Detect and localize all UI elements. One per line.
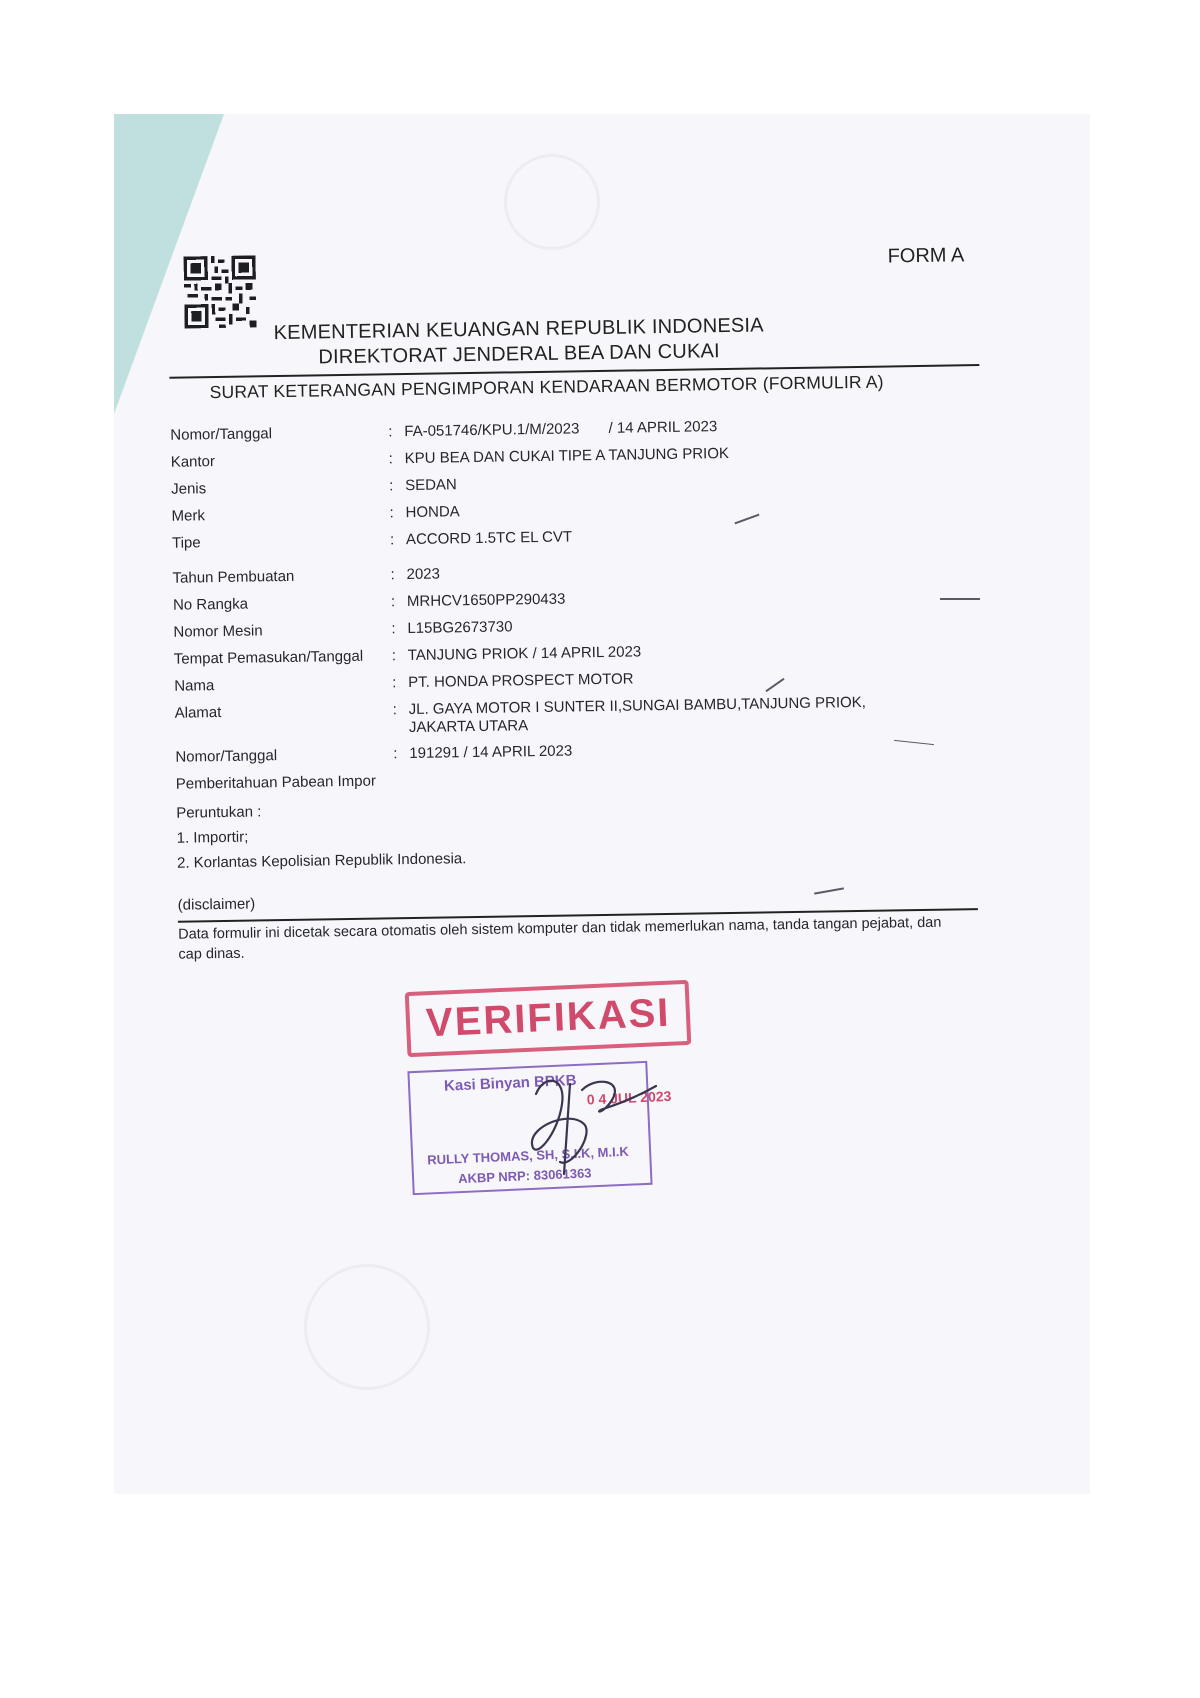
field-colon: :: [390, 566, 395, 584]
peruntukan-title: Peruntukan :: [176, 803, 262, 822]
field-colon: :: [389, 531, 395, 549]
field-value: SEDAN: [405, 476, 457, 495]
stamp-office: Kasi Binyan BPKB: [443, 1071, 577, 1095]
field-label: No Rangka: [172, 595, 249, 614]
field-colon: :: [391, 620, 396, 638]
field-colon: :: [391, 647, 397, 665]
field-colon: :: [390, 593, 396, 611]
field-value: 191291 / 14 APRIL 2023: [409, 742, 573, 763]
peruntukan-item: 2. Korlantas Kepolisian Republik Indonesia.: [176, 850, 467, 872]
field-value: FA-051746/KPU.1/M/2023 / 14 APRIL 2023: [404, 418, 718, 441]
ministry-heading: [209, 312, 830, 372]
ministry-line-2: DIREKTORAT JENDERAL BEA DAN CUKAI: [318, 340, 720, 369]
field-label-secondary: Pemberitahuan Pabean Impor: [175, 772, 377, 793]
field-value: MRHCV1650PP290433: [406, 590, 566, 611]
stamp-officer-name: RULLY THOMAS, SH, S.I.K, M.I.K: [426, 1143, 629, 1168]
field-value: ACCORD 1.5TC EL CVT: [405, 528, 573, 549]
peruntukan-item: 1. Importir;: [176, 828, 249, 847]
form-label: FORM A: [887, 244, 965, 268]
field-label: Tipe: [171, 534, 201, 552]
field-value: JL. GAYA MOTOR I SUNTER II,SUNGAI BAMBU,TANJUNG PRIOK, JAKARTA UTARA: [408, 693, 867, 737]
field-value: KPU BEA DAN CUKAI TIPE A TANJUNG PRIOK: [404, 444, 730, 468]
verifikasi-stamp: VERIFIKASI: [405, 980, 692, 1057]
field-colon: :: [389, 477, 394, 495]
ministry-line-1: KEMENTERIAN KEUANGAN REPUBLIK INDONESIA: [273, 314, 764, 345]
field-colon: :: [388, 423, 393, 441]
stamp-date: 0 4 JUL 2023: [586, 1087, 672, 1108]
document-page: [114, 114, 1090, 1494]
field-value: 2023: [406, 565, 441, 584]
field-label: Nomor/Tanggal: [175, 747, 278, 766]
field-value: PT. HONDA PROSPECT MOTOR: [408, 670, 634, 692]
field-colon: :: [392, 674, 397, 692]
field-label: Merk: [171, 507, 206, 525]
field-colon: :: [388, 450, 394, 468]
disclaimer-label: (disclaimer): [177, 895, 256, 914]
scan-speck: [940, 598, 980, 600]
field-colon: :: [389, 504, 394, 522]
field-label: Kantor: [170, 453, 216, 471]
field-value: HONDA: [405, 503, 460, 522]
field-label: Jenis: [171, 480, 207, 498]
field-label: Alamat: [174, 703, 222, 722]
field-list: [170, 414, 1010, 793]
disclaimer-text: Data formulir ini dicetak secara otomatis oleh sistem komputer dan tidak memerlukan nama, tanda tangan pejabat, dan cap dinas.: [178, 914, 942, 963]
signature-icon: [474, 1064, 674, 1184]
field-colon: :: [392, 701, 397, 719]
field-label: Nama: [174, 677, 215, 695]
field-value: L15BG2673730: [407, 618, 513, 638]
peruntukan-section: [176, 796, 467, 876]
field-label: Nomor Mesin: [173, 622, 263, 641]
qr-code-icon: [184, 255, 257, 328]
document-subtitle: SURAT KETERANGAN PENGIMPORAN KENDARAAN BERMOTOR (FORMULIR A): [209, 371, 884, 403]
field-value: TANJUNG PRIOK / 14 APRIL 2023: [407, 643, 642, 665]
stamp-officer-nrp: AKBP NRP: 83061363: [457, 1165, 592, 1187]
field-label: Nomor/Tanggal: [170, 425, 273, 444]
field-colon: :: [393, 745, 398, 763]
document-content: [114, 114, 1090, 1494]
field-label: Tempat Pemasukan/Tanggal: [173, 647, 364, 668]
field-label: Tahun Pembuatan: [172, 567, 295, 587]
